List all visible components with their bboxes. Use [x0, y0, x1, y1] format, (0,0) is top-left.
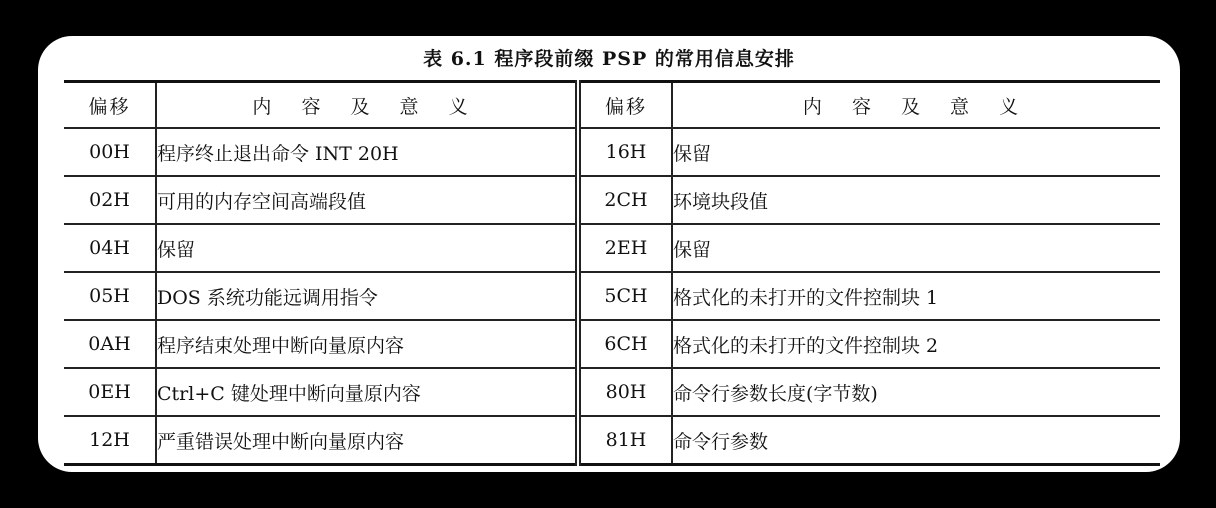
offset-cell: 02H: [64, 176, 156, 224]
offset-cell: 05H: [64, 272, 156, 320]
offset-cell: 0AH: [64, 320, 156, 368]
table-row: [64, 320, 1160, 368]
offset-cell: 2EH: [578, 224, 672, 272]
psp-table: [64, 80, 1160, 466]
description-cell: 保留: [672, 224, 1160, 272]
page-card: [38, 36, 1180, 472]
offset-cell: 00H: [64, 128, 156, 176]
table-row: [64, 416, 1160, 465]
offset-cell: 0EH: [64, 368, 156, 416]
offset-cell: 81H: [578, 416, 672, 465]
table-header-row: [64, 82, 1160, 129]
offset-cell: 16H: [578, 128, 672, 176]
description-cell: 格式化的未打开的文件控制块 1: [672, 272, 1160, 320]
description-cell: DOS 系统功能远调用指令: [156, 272, 578, 320]
offset-cell: 04H: [64, 224, 156, 272]
header-content-right: 内 容 及 意 义: [672, 82, 1160, 129]
header-content-left: 内 容 及 意 义: [156, 82, 578, 129]
description-cell: Ctrl+C 键处理中断向量原内容: [156, 368, 578, 416]
description-cell: 可用的内存空间高端段值: [156, 176, 578, 224]
description-cell: 保留: [156, 224, 578, 272]
table-row: [64, 272, 1160, 320]
description-cell: 程序结束处理中断向量原内容: [156, 320, 578, 368]
description-cell: 环境块段值: [672, 176, 1160, 224]
table-caption: 表 6.1 程序段前缀 PSP 的常用信息安排: [423, 48, 795, 70]
header-offset-left: 偏移: [64, 82, 156, 129]
description-cell: 命令行参数长度(字节数): [672, 368, 1160, 416]
description-cell: 程序终止退出命令 INT 20H: [156, 128, 578, 176]
description-cell: 命令行参数: [672, 416, 1160, 465]
table-row: [64, 128, 1160, 176]
description-cell: 保留: [672, 128, 1160, 176]
offset-cell: 2CH: [578, 176, 672, 224]
description-cell: 严重错误处理中断向量原内容: [156, 416, 578, 465]
offset-cell: 6CH: [578, 320, 672, 368]
table-row: [64, 368, 1160, 416]
offset-cell: 5CH: [578, 272, 672, 320]
description-cell: 格式化的未打开的文件控制块 2: [672, 320, 1160, 368]
offset-cell: 12H: [64, 416, 156, 465]
table-row: [64, 224, 1160, 272]
table-row: [64, 176, 1160, 224]
offset-cell: 80H: [578, 368, 672, 416]
header-offset-right: 偏移: [578, 82, 672, 129]
